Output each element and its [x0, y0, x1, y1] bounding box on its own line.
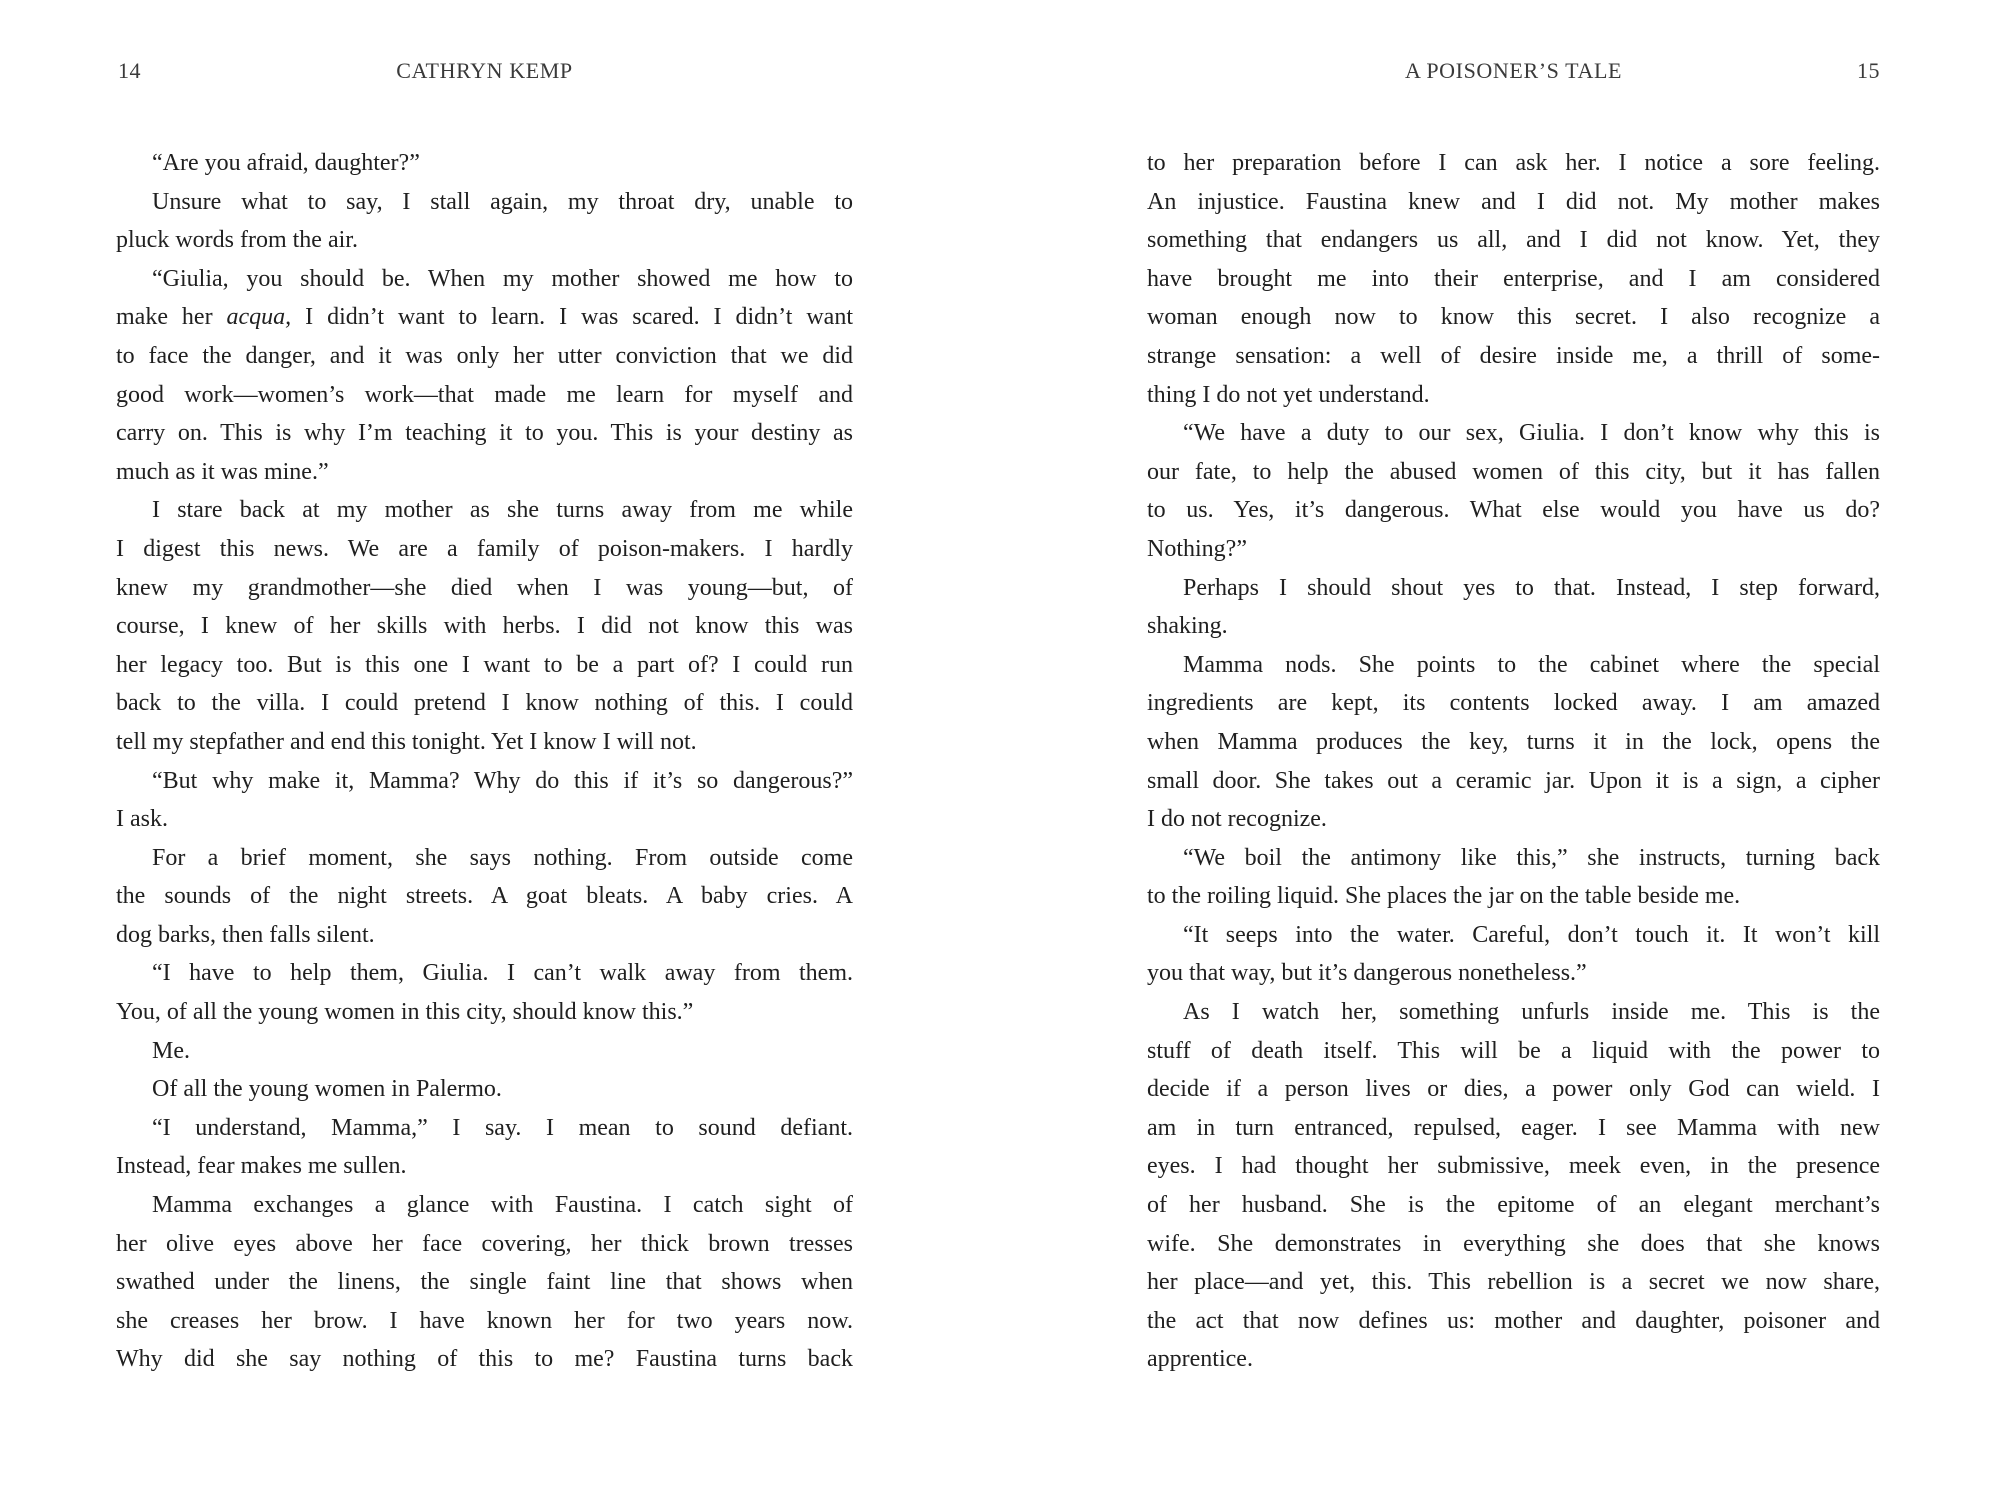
text-line: knew my grandmother—she died when I was young—but, of — [116, 574, 853, 601]
text-line: ingredients are kept, its contents locked away. I am amazed — [1147, 690, 1880, 717]
page-right — [1147, 0, 1880, 1500]
text-line: to face the danger, and it was only her utter conviction that we did — [116, 342, 853, 369]
text-line: her legacy too. But is this one I want to be a part of? I could run — [116, 651, 853, 678]
text-line: make her acqua, I didn’t want to learn. I was scared. I didn’t want — [116, 304, 853, 331]
text-line: have brought me into their enterprise, and I am considered — [1147, 265, 1880, 292]
text-line: I do not recognize. — [1147, 806, 1327, 833]
text-line: Instead, fear makes me sullen. — [116, 1153, 407, 1180]
text-line: strange sensation: a well of desire inside me, a thrill of some- — [1147, 342, 1880, 369]
text-line: Of all the young women in Palermo. — [152, 1076, 502, 1103]
text-line: Mamma exchanges a glance with Faustina. I catch sight of — [152, 1192, 853, 1219]
text-line: back to the villa. I could pretend I know nothing of this. I could — [116, 690, 853, 717]
text-line: woman enough now to know this secret. I also recognize a — [1147, 304, 1880, 331]
page-number: 15 — [1857, 58, 1880, 83]
running-header-text: A POISONER’S TALE — [1404, 58, 1623, 83]
text-line: “We have a duty to our sex, Giulia. I don’t know why this is — [1183, 420, 1880, 447]
text-line: the act that now defines us: mother and daughter, poisoner and — [1147, 1307, 1880, 1334]
text-line: Why did she say nothing of this to me? Faustina turns back — [116, 1346, 853, 1373]
text-line: dog barks, then falls silent. — [116, 921, 375, 948]
text-line: “Are you afraid, daughter?” — [152, 150, 420, 176]
text-line: eyes. I had thought her submissive, meek even, in the presence — [1147, 1153, 1880, 1180]
text-line: something that endangers us all, and I did not know. Yet, they — [1147, 227, 1880, 254]
text-line: You, of all the young women in this city, should know this.” — [116, 999, 694, 1026]
text-line: “Giulia, you should be. When my mother showed me how to — [152, 265, 853, 292]
text-line: our fate, to help the abused women of this city, but it has fallen — [1147, 458, 1880, 485]
page-number: 14 — [118, 58, 141, 83]
text-line: her place—and yet, this. This rebellion is a secret we now share, — [1147, 1269, 1880, 1296]
text-line: As I watch her, something unfurls inside me. This is the — [1183, 999, 1880, 1026]
text-line: stuff of death itself. This will be a liquid with the power to — [1147, 1037, 1880, 1064]
text-line: “But why make it, Mamma? Why do this if it’s so dangerous?” — [152, 767, 853, 794]
text-line: I digest this news. We are a family of poison-makers. I hardly — [116, 535, 853, 562]
running-header-text: CATHRYN KEMP — [396, 58, 573, 83]
text-line: Mamma nods. She points to the cabinet where the special — [1183, 651, 1880, 678]
text-line: pluck words from the air. — [116, 227, 358, 254]
text-line: the sounds of the night streets. A goat bleats. A baby cries. A — [116, 883, 853, 910]
text-line: tell my stepfather and end this tonight. Yet I know I will not. — [116, 728, 697, 755]
text-line: when Mamma produces the key, turns it in the lock, opens the — [1147, 728, 1880, 755]
text-line: good work—women’s work—that made me learn for myself and — [116, 381, 853, 408]
text-line: An injustice. Faustina knew and I did not. My mother makes — [1147, 188, 1880, 215]
text-line: course, I knew of her skills with herbs. I did not know this was — [116, 613, 853, 640]
running-head — [1147, 56, 1880, 86]
text-line: “We boil the antimony like this,” she instructs, turning back — [1183, 844, 1880, 871]
text-line: “It seeps into the water. Careful, don’t touch it. It won’t kill — [1183, 921, 1880, 948]
text-line: of her husband. She is the epitome of an elegant merchant’s — [1147, 1192, 1880, 1219]
text-line: “I have to help them, Giulia. I can’t walk away from them. — [152, 960, 853, 987]
text-line: shaking. — [1147, 613, 1228, 640]
page-left — [116, 0, 853, 1500]
text-line: I stare back at my mother as she turns away from me while — [152, 497, 853, 524]
text-line: thing I do not yet understand. — [1147, 381, 1430, 408]
text-line: to us. Yes, it’s dangerous. What else would you have us do? — [1147, 497, 1880, 524]
text-line: much as it was mine.” — [116, 458, 329, 485]
text-line: her olive eyes above her face covering, her thick brown tresses — [116, 1230, 853, 1257]
text-line: swathed under the linens, the single faint line that shows when — [116, 1269, 853, 1296]
text-line: For a brief moment, she says nothing. From outside come — [152, 844, 853, 871]
text-line: small door. She takes out a ceramic jar. Upon it is a sign, a cipher — [1147, 767, 1880, 794]
text-line: Me. — [152, 1037, 190, 1064]
text-line: wife. She demonstrates in everything she does that she knows — [1147, 1230, 1880, 1257]
text-line: carry on. This is why I’m teaching it to you. This is your destiny as — [116, 420, 853, 447]
text-line: Nothing?” — [1147, 535, 1247, 562]
text-line: apprentice. — [1147, 1346, 1253, 1373]
text-line: to her preparation before I can ask her. I notice a sore feeling. — [1147, 150, 1880, 176]
text-line: I ask. — [116, 806, 168, 833]
page-body — [116, 144, 853, 1379]
text-line: to the roiling liquid. She places the jar on the table beside me. — [1147, 883, 1741, 910]
text-line: Perhaps I should shout yes to that. Instead, I step forward, — [1183, 574, 1880, 601]
text-line: decide if a person lives or dies, a power only God can wield. I — [1147, 1076, 1880, 1103]
text-line: you that way, but it’s dangerous nonetheless.” — [1147, 960, 1587, 987]
text-line: Unsure what to say, I stall again, my throat dry, unable to — [152, 188, 853, 215]
text-line: “I understand, Mamma,” I say. I mean to sound defiant. — [152, 1114, 853, 1141]
text-line: she creases her brow. I have known her for two years now. — [116, 1307, 853, 1334]
text-line: am in turn entranced, repulsed, eager. I see Mamma with new — [1147, 1114, 1880, 1141]
page-body — [1147, 144, 1880, 1379]
running-head — [116, 56, 853, 86]
